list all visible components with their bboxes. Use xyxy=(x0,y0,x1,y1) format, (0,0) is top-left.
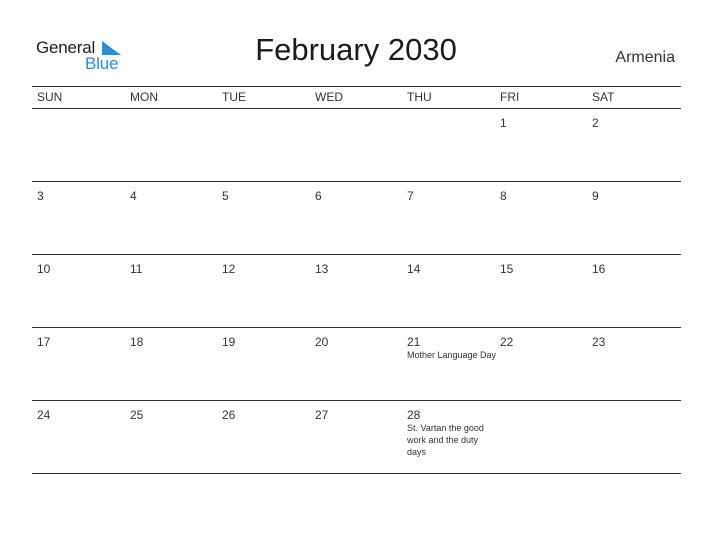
calendar-day-cell xyxy=(32,109,125,181)
day-number: 9 xyxy=(592,189,599,203)
day-number: 20 xyxy=(315,335,329,349)
day-number: 25 xyxy=(130,408,144,422)
day-number: 12 xyxy=(222,262,236,276)
weekday-sat: SAT xyxy=(592,90,615,104)
calendar-day-cell xyxy=(217,109,310,181)
calendar-day-cell xyxy=(402,109,495,181)
day-number: 14 xyxy=(407,262,421,276)
weekday-tue: TUE xyxy=(222,90,246,104)
calendar-day-cell xyxy=(310,182,402,254)
calendar-week-row xyxy=(32,401,681,474)
day-number: 7 xyxy=(407,189,414,203)
day-number: 21 xyxy=(407,335,421,349)
weekday-fri: FRI xyxy=(500,90,520,104)
calendar-grid xyxy=(32,86,681,474)
country-label: Armenia xyxy=(615,49,675,66)
day-number: 22 xyxy=(500,335,514,349)
calendar-day-cell xyxy=(32,328,125,400)
day-number: 1 xyxy=(500,116,507,130)
calendar-day-cell xyxy=(587,255,681,327)
day-number: 13 xyxy=(315,262,329,276)
calendar-title: February 2030 xyxy=(255,32,457,67)
weekday-wed: WED xyxy=(315,90,343,104)
day-number: 3 xyxy=(37,189,44,203)
weekday-thu: THU xyxy=(407,90,432,104)
calendar-day-cell xyxy=(217,328,310,400)
calendar-week-row xyxy=(32,182,681,255)
day-number: 15 xyxy=(500,262,514,276)
calendar-day-cell xyxy=(125,328,217,400)
day-number: 4 xyxy=(130,189,137,203)
day-number: 16 xyxy=(592,262,606,276)
day-number: 23 xyxy=(592,335,606,349)
brand-name-general: General xyxy=(36,38,96,57)
calendar-day-cell xyxy=(495,182,587,254)
calendar-day-cell xyxy=(217,255,310,327)
day-number: 10 xyxy=(37,262,51,276)
calendar-day-cell xyxy=(310,328,402,400)
day-number: 8 xyxy=(500,189,507,203)
calendar-day-cell xyxy=(587,401,681,473)
day-number: 19 xyxy=(222,335,236,349)
calendar-day-cell xyxy=(495,255,587,327)
day-number: 6 xyxy=(315,189,322,203)
day-number: 18 xyxy=(130,335,144,349)
calendar-day-cell xyxy=(310,109,402,181)
calendar-day-cell xyxy=(587,328,681,400)
calendar-day-cell xyxy=(125,109,217,181)
day-number: 17 xyxy=(37,335,51,349)
calendar-day-cell xyxy=(310,401,402,473)
day-number: 5 xyxy=(222,189,229,203)
calendar-day-cell xyxy=(402,328,495,400)
calendar-week-row xyxy=(32,328,681,401)
day-number: 28 xyxy=(407,408,421,422)
calendar-day-cell xyxy=(402,182,495,254)
calendar-day-cell xyxy=(402,401,495,473)
calendar-day-cell xyxy=(32,255,125,327)
calendar-day-cell xyxy=(217,401,310,473)
day-number: 27 xyxy=(315,408,329,422)
calendar-day-cell xyxy=(587,182,681,254)
calendar-day-cell xyxy=(495,401,587,473)
holiday-label: Mother Language Day xyxy=(407,350,497,360)
holiday-label: St. Vartan the good work and the duty days xyxy=(407,423,484,457)
calendar-day-cell xyxy=(32,401,125,473)
calendar-day-cell xyxy=(402,255,495,327)
day-number: 11 xyxy=(130,262,143,276)
calendar-day-cell xyxy=(217,182,310,254)
weekday-header-row xyxy=(32,86,681,109)
calendar-day-cell xyxy=(125,255,217,327)
day-number: 2 xyxy=(592,116,599,130)
calendar-day-cell xyxy=(587,109,681,181)
calendar-day-cell xyxy=(125,401,217,473)
calendar-day-cell xyxy=(495,328,587,400)
calendar-day-cell xyxy=(125,182,217,254)
brand-name-blue: Blue xyxy=(85,54,119,73)
weekday-sun: SUN xyxy=(37,90,63,104)
weeks-container xyxy=(32,109,681,474)
calendar-week-row xyxy=(32,109,681,182)
calendar-day-cell xyxy=(310,255,402,327)
calendar-week-row xyxy=(32,255,681,328)
calendar-day-cell xyxy=(495,109,587,181)
day-number: 24 xyxy=(37,408,51,422)
weekday-mon: MON xyxy=(130,90,158,104)
calendar-day-cell xyxy=(32,182,125,254)
day-number: 26 xyxy=(222,408,236,422)
